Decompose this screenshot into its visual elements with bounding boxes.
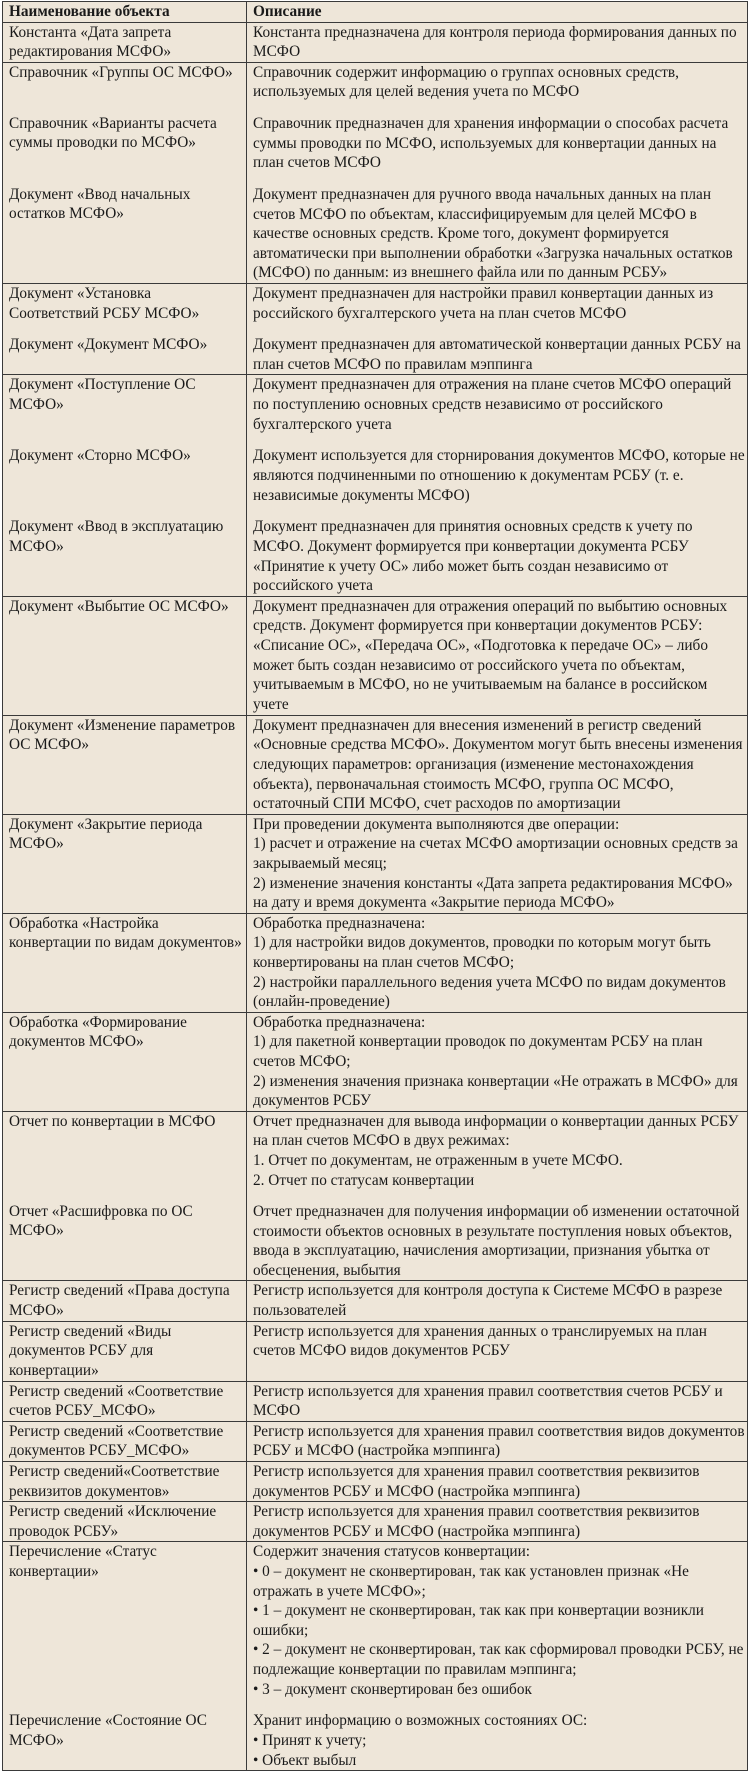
table-row (3, 375, 748, 596)
object-description-line: Отчет предназначен для вывода информации о конвертации данных РСБУ на план счетов МСФО в двух режимах: (253, 1112, 739, 1150)
object-name-block (9, 185, 244, 283)
object-name-cell (3, 62, 247, 283)
object-description-line: Документ предназначен для настройки правил конвертации данных из российского бухгалтерского учета на план счетов МСФО (253, 284, 714, 322)
object-description-line: 2) изменения значения признака конвертации «Не отражать в МСФО» для документов РСБУ (253, 1072, 738, 1110)
object-name: Документ «Сторно МСФО» (9, 447, 191, 465)
object-description-block (253, 815, 745, 913)
object-name-block (9, 1202, 244, 1280)
table-row (3, 1462, 748, 1502)
object-name-cell (3, 1012, 247, 1111)
object-name-cell (3, 814, 247, 913)
object-name-block (9, 1462, 244, 1501)
object-description-cell (247, 1012, 748, 1111)
object-description-line: При проведении документа выполняются две операции: (253, 815, 620, 833)
object-description-block (253, 1382, 745, 1421)
object-name: Документ «Закрытие периода МСФО» (9, 815, 203, 853)
object-name: Отчет «Расшифровка по ОС МСФО» (9, 1202, 193, 1240)
object-description-line: Документ предназначен для внесения изменений в регистр сведений «Основные средства МСФО». Документом могут быть внесены изменения следующих параметров: организация (изменение местонахождения объекта), первоначальная стоимость МСФО, группа ОС МСФО, остаточный СПИ МСФО, счет расходов по амортизации (253, 716, 743, 813)
object-description-block (253, 517, 745, 595)
object-description-block (253, 446, 745, 505)
object-description-cell (247, 375, 748, 596)
object-name-cell (3, 1281, 247, 1321)
object-description-block (253, 1542, 745, 1699)
table-row (3, 814, 748, 913)
object-description-cell (247, 715, 748, 814)
object-name: Обработка «Настройка конвертации по видам документов» (9, 914, 242, 952)
object-description-line: Документ предназначен для отражения на плане счетов МСФО операций по поступлению основных средств независимо от российского бухгалтерского учета (253, 376, 732, 433)
object-name-block (9, 284, 244, 323)
object-description-block (253, 1013, 745, 1111)
column-header-description: Описание (247, 2, 748, 23)
object-description-line: Справочник содержит информацию о группах основных средств, используемых для целей ведения учета по МСФО (253, 63, 679, 101)
object-description-block (253, 63, 745, 102)
object-description-line: • Принят к учету; (253, 1732, 367, 1749)
object-description-cell (247, 1381, 748, 1421)
object-name: Регистр сведений «Виды документов РСБУ для конвертации» (9, 1322, 172, 1379)
object-description-block (253, 23, 745, 62)
object-name-block (9, 914, 244, 1012)
object-description-line: Регистр используется для хранения данных о транслируемых на план счетов МСФО видов документов РСБУ (253, 1322, 707, 1360)
object-description-line: • 2 – документ не сконвертирован, так как сформировал проводки РСБУ, не подлежащие конвертации по правилам мэппинга; (253, 1641, 744, 1678)
object-description-cell (247, 62, 748, 283)
object-description-cell (247, 1111, 748, 1281)
object-name-block (9, 1422, 244, 1461)
object-name: Справочник «Варианты расчета суммы проводки по МСФО» (9, 114, 217, 152)
object-description-line: 2) настройки параллельного ведения учета МСФО по видам документов (онлайн-проведение) (253, 973, 726, 1011)
object-description-block (253, 1112, 745, 1190)
object-description-cell (247, 1462, 748, 1502)
object-name-cell (3, 22, 247, 62)
object-name: Документ «Ввод в эксплуатацию МСФО» (9, 518, 224, 555)
object-description-line: Документ используется для сторнирования документов МСФО, которые не являются подчиненными по отношению к документам РСБУ (т. е. независимые документы МСФО) (253, 447, 745, 504)
object-description-line: 1) расчет и отражение на счетах МСФО амортизации основных средств за закрываемый месяц; (253, 835, 738, 872)
object-name: Отчет по конвертации в МСФО (9, 1112, 216, 1130)
object-description-line: Документ предназначен для отражения операций по выбытию основных средств. Документ формируется при конвертации документов РСБУ: «Списание ОС», «Передача ОС», «Подготовка к передаче ОС» – либо может быть создан независимо от российского учета по объектам, учитываемым в МСФО, но не учитываемым на балансе в российском учете (253, 597, 728, 713)
object-description-line: Регистр используется для контроля доступа к Системе МСФО в разрезе пользователей (253, 1282, 723, 1320)
object-name-cell (3, 1462, 247, 1502)
object-description-line: 2. Отчет по статусам конвертации (253, 1171, 475, 1189)
object-description-cell (247, 1502, 748, 1542)
object-description-line: • 3 – документ сконвертирован без ошибок (253, 1680, 532, 1698)
object-name: Перечисление «Статус конвертации» (9, 1543, 157, 1580)
object-description-line: Обработка предназначена: (253, 1013, 426, 1031)
table-row (3, 1321, 748, 1381)
object-description-line: 1) для настройки видов документов, проводки по которым могут быть конвертированы на план счетов МСФО; (253, 934, 711, 971)
object-name-cell (3, 1381, 247, 1421)
table-row (3, 1502, 748, 1542)
object-name-block (9, 63, 244, 102)
object-name-cell (3, 715, 247, 814)
table-row (3, 715, 748, 814)
object-name-block (9, 375, 244, 434)
objects-table (2, 1, 748, 1771)
object-description-line: Регистр используется для хранения правил соответствия реквизитов документов РСБУ и МСФО (настройка мэппинга) (253, 1463, 700, 1500)
object-name-block (9, 23, 244, 62)
object-name-cell (3, 913, 247, 1012)
object-description-block (253, 914, 745, 1012)
table-row (3, 22, 748, 62)
object-description-line: • 1 – документ не сконвертирован, так как при конвертации возникли ошибки; (253, 1602, 704, 1639)
object-name: Документ «Ввод начальных остатков МСФО» (9, 185, 191, 223)
column-header-name: Наименование объекта (3, 2, 247, 23)
object-name-block (9, 1281, 244, 1320)
object-description-line: 2) изменение значения константы «Дата запрета редактирования МСФО» на дату и время документа «Закрытие периода МСФО» (253, 874, 733, 912)
object-name-cell (3, 375, 247, 596)
object-description-line: Документ предназначен для ручного ввода начальных данных на план счетов МСФО по объектам, классифицируемым для целей МСФО в качестве основных средств. Кроме того, документ формируется автоматически при выполнении обработки «Загрузка начальных остатков (МСФО) по данным: из внешнего файла или по данным РСБУ» (253, 185, 733, 282)
object-name-block (9, 1013, 244, 1111)
object-name: Регистр сведений «Права доступа МСФО» (9, 1282, 230, 1320)
object-name-block (9, 597, 244, 715)
object-name: Перечисление «Состояние ОС МСФО» (9, 1712, 207, 1749)
object-name-cell (3, 596, 247, 715)
object-name: Документ «Документ МСФО» (9, 336, 208, 354)
object-description-block (253, 1711, 745, 1770)
object-name-block (9, 114, 244, 173)
object-name: Документ «Поступление ОС МСФО» (9, 376, 196, 413)
object-description-line: Содержит значения статусов конвертации: (253, 1543, 531, 1561)
object-name: Справочник «Группы ОС МСФО» (9, 63, 233, 81)
object-description-block (253, 716, 745, 814)
table-row (3, 1012, 748, 1111)
object-name: Регистр сведений «Соответствие счетов РСБУ_МСФО» (9, 1382, 224, 1420)
object-description-line: Справочник предназначен для хранения информации о способах расчета суммы проводки по МСФО, используемых для конвертации данных на план счетов МСФО (253, 114, 729, 172)
object-description-cell (247, 22, 748, 62)
object-description-line: Регистр используется для хранения правил соответствия видов документов РСБУ и МСФО (настройка мэппинга) (253, 1422, 745, 1460)
object-name-block (9, 716, 244, 814)
table-row (3, 1111, 748, 1281)
object-description-line: Регистр используется для хранения правил соответствия реквизитов документов РСБУ и МСФО (настройка мэппинга) (253, 1503, 700, 1540)
object-description-block (253, 1462, 745, 1501)
object-name-cell (3, 1502, 247, 1542)
table-row (3, 913, 748, 1012)
object-name-cell (3, 1542, 247, 1771)
object-description-cell (247, 913, 748, 1012)
object-description-line: • Объект выбыл (253, 1751, 357, 1769)
object-name: Регистр сведений «Соответствие документов РСБУ_МСФО» (9, 1422, 224, 1460)
object-description-block (253, 1202, 745, 1280)
object-description-line: Обработка предназначена: (253, 914, 426, 932)
object-description-cell (247, 814, 748, 913)
object-name-cell (3, 1421, 247, 1461)
object-name-block (9, 517, 244, 595)
table-body (3, 22, 748, 1771)
object-name-cell (3, 1111, 247, 1281)
object-name-cell (3, 1321, 247, 1381)
table-row (3, 1281, 748, 1321)
object-name: Документ «Установка Соответствий РСБУ МСФО» (9, 284, 200, 322)
object-name: Документ «Изменение параметров ОС МСФО» (9, 716, 236, 754)
table-row (3, 62, 748, 283)
object-description-line: Документ предназначен для автоматической конвертации данных РСБУ на план счетов МСФО по правилам мэппинга (253, 336, 741, 373)
object-description-line: Константа предназначена для контроля периода формирования данных по МСФО (253, 23, 737, 61)
object-description-line: 1) для пакетной конвертации проводок по документам РСБУ на план счетов МСФО; (253, 1033, 703, 1070)
object-description-cell (247, 283, 748, 374)
object-name: Регистр сведений«Соответствие реквизитов документов» (9, 1463, 220, 1500)
object-description-cell (247, 1281, 748, 1321)
object-name-block (9, 815, 244, 913)
table-row (3, 283, 748, 374)
object-name-block (9, 335, 244, 374)
object-description-cell (247, 1321, 748, 1381)
object-name: Документ «Выбытие ОС МСФО» (9, 597, 229, 615)
object-description-line: Регистр используется для хранения правил соответствия счетов РСБУ и МСФО (253, 1382, 723, 1420)
table-row (3, 1542, 748, 1771)
object-description-block (253, 335, 745, 374)
object-name-block (9, 1112, 244, 1190)
object-description-cell (247, 1421, 748, 1461)
object-description-cell (247, 1542, 748, 1771)
object-description-line: 1. Отчет по документам, не отраженным в учете МСФО. (253, 1151, 623, 1169)
object-name-block (9, 446, 244, 505)
object-description-block (253, 597, 745, 715)
object-description-block (253, 1422, 745, 1461)
object-description-block (253, 375, 745, 434)
object-description-block (253, 185, 745, 283)
object-description-line: • 0 – документ не сконвертирован, так как установлен признак «Не отражать в учете МСФО»; (253, 1563, 689, 1600)
object-description-cell (247, 596, 748, 715)
object-description-block (253, 114, 745, 173)
table-row (3, 1421, 748, 1461)
object-description-line: Хранит информацию о возможных состояниях ОС: (253, 1712, 588, 1730)
object-name-cell (3, 283, 247, 374)
object-description-line: Документ предназначен для принятия основных средств к учету по МСФО. Документ формируется при конвертации документа РСБУ «Принятие к учету ОС» либо может быть создан независимо от российского учета (253, 518, 693, 595)
object-description-block (253, 1281, 745, 1320)
object-name: Константа «Дата запрета редактирования МСФО» (9, 23, 172, 61)
object-name: Обработка «Формирование документов МСФО» (9, 1013, 187, 1051)
table-row (3, 1381, 748, 1421)
object-name-block (9, 1542, 244, 1699)
object-description-block (253, 284, 745, 323)
object-name-block (9, 1382, 244, 1421)
object-description-block (253, 1502, 745, 1541)
object-description-line: Отчет предназначен для получения информации об изменении остаточной стоимости объектов основных в результате поступления новых объектов, ввода в эксплуатацию, начисления амортизации, признания убытка от обесценения, выбытия (253, 1203, 740, 1279)
table-row (3, 596, 748, 715)
object-name-block (9, 1711, 244, 1770)
object-name: Регистр сведений «Исключение проводок РСБУ» (9, 1503, 217, 1540)
table-header-row (3, 2, 748, 23)
object-name-block (9, 1322, 244, 1381)
object-description-block (253, 1322, 745, 1381)
object-name-block (9, 1502, 244, 1541)
